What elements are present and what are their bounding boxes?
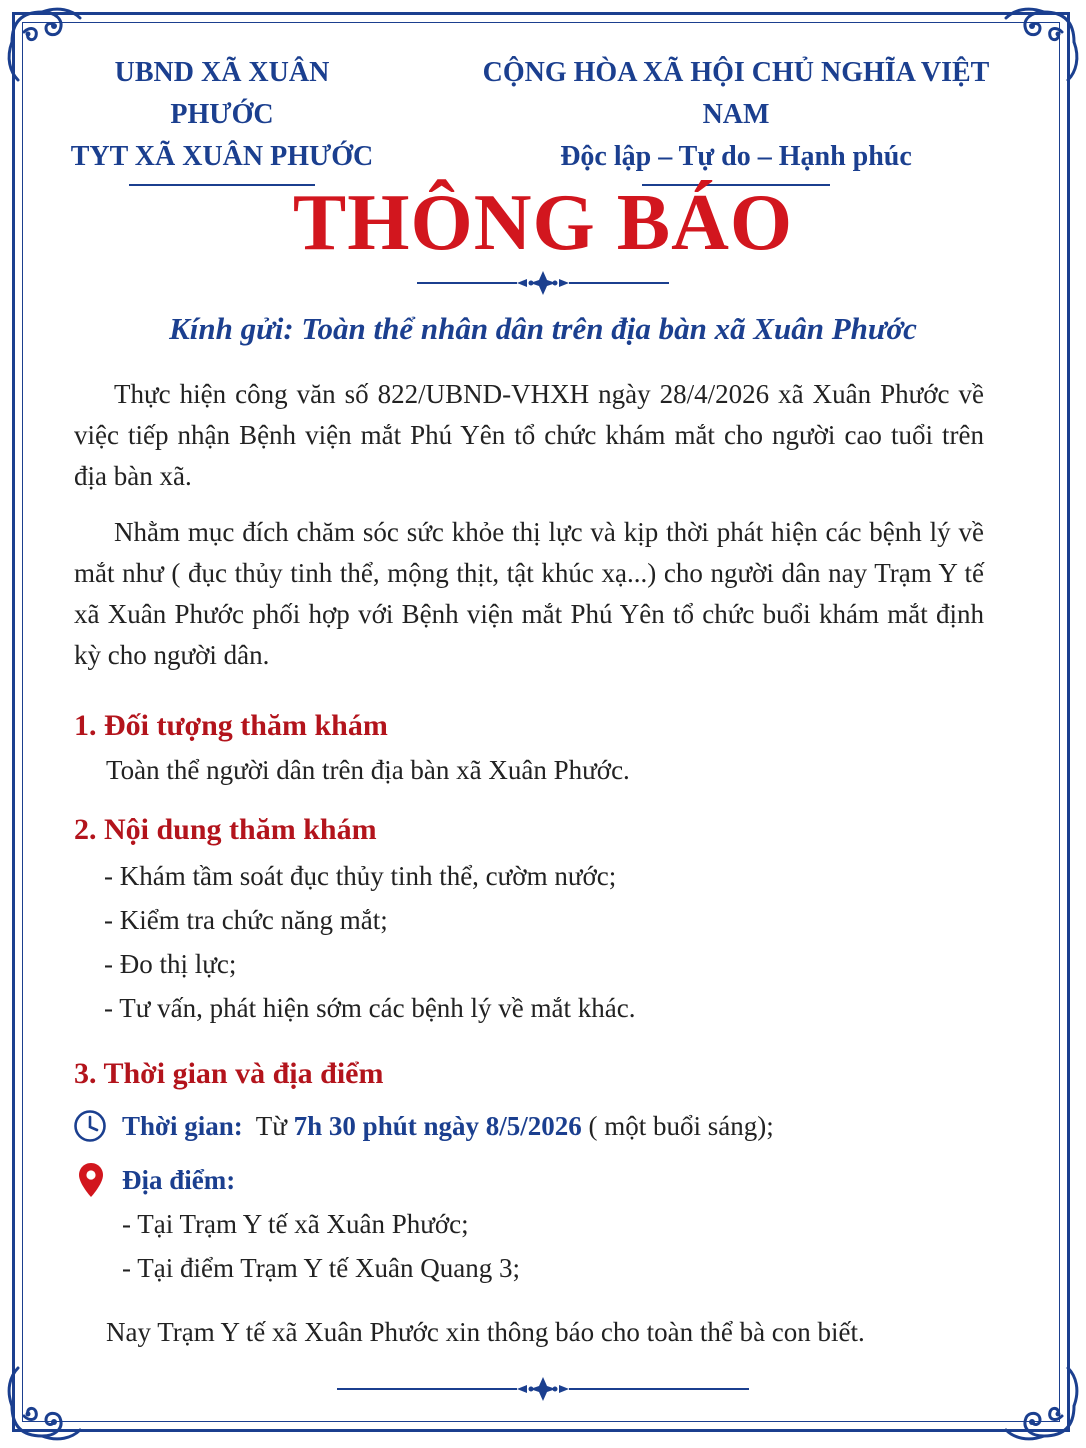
issuing-authority (64, 52, 380, 186)
closing-line: Nay Trạm Y tế xã Xuân Phước xin thông báo cho toàn thể bà con biết. (106, 1317, 865, 1347)
authority-line-1: UBND XÃ XUÂN PHƯỚC (114, 57, 330, 130)
list-item: - Tư vấn, phát hiện sớm các bệnh lý về mắt khác. (104, 993, 636, 1023)
national-name: CỘNG HÒA XÃ HỘI CHỦ NGHĨA VIỆT NAM (482, 57, 990, 130)
intro-paragraph: Thực hiện công văn số 822/UBND-VHXH ngày 28/4/2026 xã Xuân Phước về việc tiếp nhận Bệnh viện mắt Phú Yên tổ chức khám mắt cho người cao tuổi trên địa bàn xã. (74, 379, 984, 491)
place-label: Địa điểm: (122, 1165, 236, 1195)
section-heading-content: 2. Nội dung thăm khám (74, 813, 377, 846)
time-value: 7h 30 phút ngày 8/5/2026 (293, 1111, 582, 1141)
list-item: - Tại Trạm Y tế xã Xuân Phước; (122, 1209, 469, 1239)
list-item: - Tại điểm Trạm Y tế Xuân Quang 3; (122, 1253, 520, 1283)
list-item: - Đo thị lực; (104, 949, 237, 979)
authority-line-2: TYT XÃ XUÂN PHƯỚC (70, 141, 374, 172)
national-title (452, 52, 1020, 186)
target-body: Toàn thể người dân trên địa bàn xã Xuân Phước. (106, 755, 630, 785)
ornament-divider-icon (333, 1374, 753, 1404)
clock-icon (73, 1109, 107, 1143)
corner-flourish-icon (1000, 1362, 1084, 1446)
time-label: Thời gian: (122, 1111, 243, 1141)
section-heading-target: 1. Đối tượng thăm khám (74, 709, 388, 742)
document-title: THÔNG BÁO (292, 179, 794, 267)
time-line (122, 1106, 774, 1146)
purpose-paragraph: Nhằm mục đích chăm sóc sức khỏe thị lực và kịp thời phát hiện các bệnh lý về mắt như ( đục thủy tinh thể, mộng thịt, tật khúc xạ...) cho người dân nay Trạm Y tế xã Xuân Phước phối hợp với Bệnh viện mắt Phú Yên tổ chức buổi khám mắt định kỳ cho người dân. (74, 517, 984, 670)
greeting-line: Kính gửi: Toàn thể nhân dân trên địa bàn xã Xuân Phước (169, 311, 917, 346)
list-item: - Khám tầm soát đục thủy tinh thể, cườm nước; (104, 861, 617, 891)
list-item: - Kiểm tra chức năng mắt; (104, 905, 388, 935)
ornament-divider-icon (413, 268, 673, 298)
time-suffix: ( một buổi sáng); (588, 1111, 774, 1141)
time-prefix: Từ (255, 1111, 287, 1141)
section-heading-time-place: 3. Thời gian và địa điểm (74, 1057, 384, 1090)
corner-flourish-icon (2, 1362, 86, 1446)
national-motto: Độc lập – Tự do – Hạnh phúc (560, 141, 912, 172)
location-pin-icon (78, 1162, 104, 1198)
